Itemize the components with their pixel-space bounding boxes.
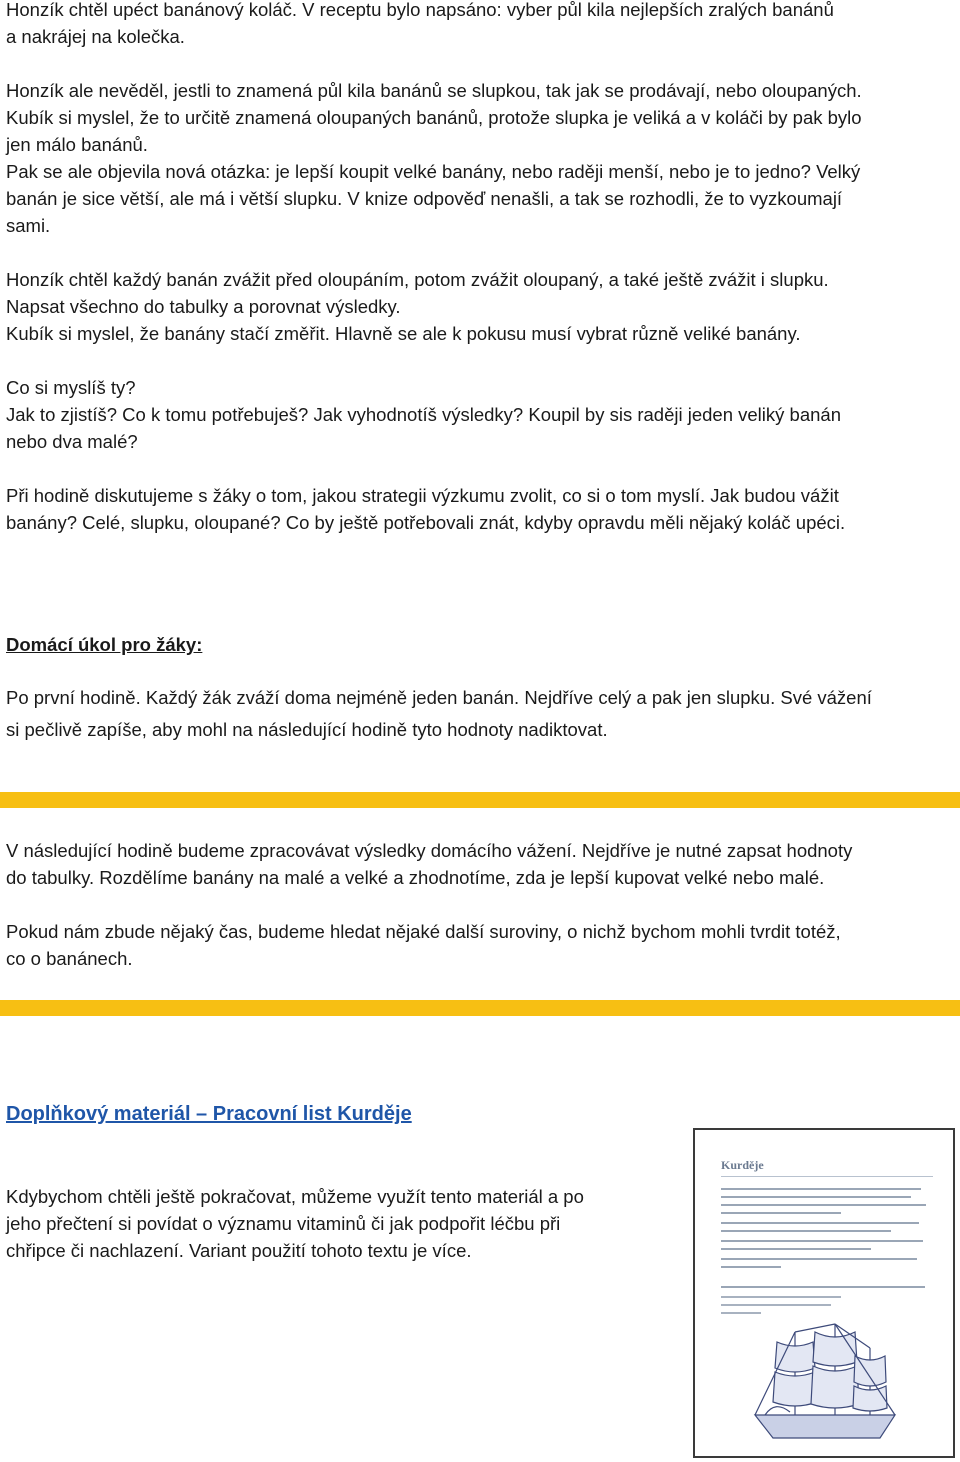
- thumbnail-text-line: [721, 1266, 781, 1268]
- intro-paragraph-1-line-2: a nakrájej na kolečka.: [6, 26, 185, 47]
- thumbnail-text-line: [721, 1296, 841, 1298]
- intro-paragraph-2-line-1: Honzík ale nevěděl, jestli to znamená půl kila banánů se slupkou, tak jak se prodávají, nebo oloupaných.: [6, 80, 862, 101]
- thumbnail-text-line: [721, 1188, 921, 1190]
- intro-paragraph-2-line-3: jen málo banánů.: [6, 134, 148, 155]
- supplement-heading: Doplňkový materiál – Pracovní list Kurděje: [6, 1103, 412, 1125]
- thumbnail-text-line: [721, 1204, 926, 1206]
- intro-paragraph-4-line-1: Honzík chtěl každý banán zvážit před oloupáním, potom zvážit oloupaný, a také ještě zvážit i slupku.: [6, 269, 829, 290]
- thumbnail-text-line: [721, 1312, 761, 1314]
- next-lesson-line-2: do tabulky. Rozdělíme banány na malé a velké a zhodnotíme, zda je lepší kupovat velké nebo malé.: [6, 867, 825, 888]
- worksheet-thumbnail-title: Kurděje: [721, 1158, 764, 1172]
- question-line-3: nebo dva malé?: [6, 431, 138, 452]
- intro-paragraph-3-line-2: banán je sice větší, ale má i větší slupku. V knize odpověď nenašli, a tak se rozhodli, že to vyzkoumají: [6, 188, 843, 209]
- sailing-ship-icon: [735, 1320, 915, 1450]
- supplement-text: [6, 1183, 664, 1264]
- intro-paragraph-2-line-2: Kubík si myslel, že to určitě znamená oloupaných banánů, protože slupka je veliká a v koláči by pak bylo: [6, 107, 862, 128]
- question-line-1: Co si myslíš ty?: [6, 377, 136, 398]
- thumbnail-text-line: [721, 1230, 891, 1232]
- thumbnail-text-line: [721, 1286, 925, 1288]
- homework-heading: Domácí úkol pro žáky:: [6, 634, 203, 655]
- next-lesson-line-1: V následující hodině budeme zpracovávat výsledky domácího vážení. Nejdříve je nutné zapsat hodnoty: [6, 840, 853, 861]
- supplement-line-1: Kdybychom chtěli ještě pokračovat, můžeme využít tento materiál a po: [6, 1186, 584, 1207]
- question-line-2: Jak to zjistíš? Co k tomu potřebuješ? Jak vyhodnotíš výsledky? Koupil by sis raději jeden veliký banán: [6, 404, 841, 425]
- discussion-line-2: banány? Celé, slupku, oloupané? Co by ještě potřebovali znát, kdyby opravdu měli nějaký koláč upéci.: [6, 512, 846, 533]
- thumbnail-text-line: [721, 1212, 841, 1214]
- thumbnail-text-line: [721, 1196, 911, 1198]
- discussion-line-1: Při hodině diskutujeme s žáky o tom, jakou strategii výzkumu zvolit, co si o tom myslí. Jak budou vážit: [6, 485, 839, 506]
- worksheet-thumbnail: [693, 1128, 955, 1458]
- supplement-line-3: chřipce či nachlazení. Variant použití tohoto textu je více.: [6, 1240, 472, 1261]
- thumbnail-text-line: [721, 1222, 919, 1224]
- thumbnail-text-line: [721, 1240, 923, 1242]
- intro-paragraph-4-line-2: Napsat všechno do tabulky a porovnat výsledky.: [6, 296, 401, 317]
- section-divider-band-2: [0, 1000, 960, 1016]
- thumbnail-text-line: [721, 1248, 871, 1250]
- homework-line-1: Po první hodině. Každý žák zváží doma nejméně jeden banán. Nejdříve celý a pak jen slupku. Své vážení: [6, 687, 872, 708]
- thumbnail-text-line: [721, 1304, 831, 1306]
- intro-paragraph-1-line-1: Honzík chtěl upéct banánový koláč. V receptu bylo napsáno: vyber půl kila nejlepších zralých banánů: [6, 0, 834, 20]
- intro-paragraph-4-line-3: Kubík si myslel, že banány stačí změřit. Hlavně se ale k pokusu musí vybrat různě veliké banány.: [6, 323, 801, 344]
- next-lesson-line-3: Pokud nám zbude nějaký čas, budeme hledat nějaké další suroviny, o nichž bychom mohli tvrdit totéž,: [6, 921, 841, 942]
- thumbnail-rule: [721, 1176, 933, 1177]
- section-divider-band-1: [0, 792, 960, 808]
- thumbnail-text-line: [721, 1258, 917, 1260]
- intro-paragraph-3-line-1: Pak se ale objevila nová otázka: je lepší koupit velké banány, nebo raději menší, nebo je to jedno? Velký: [6, 161, 861, 182]
- next-lesson-line-4: co o banánech.: [6, 948, 133, 969]
- intro-paragraph-3-line-3: sami.: [6, 215, 51, 236]
- supplement-line-2: jeho přečtení si povídat o významu vitaminů či jak podpořit léčbu při: [6, 1213, 561, 1234]
- homework-line-2: si pečlivě zapíše, aby mohl na následující hodině tyto hodnoty nadiktovat.: [6, 719, 608, 740]
